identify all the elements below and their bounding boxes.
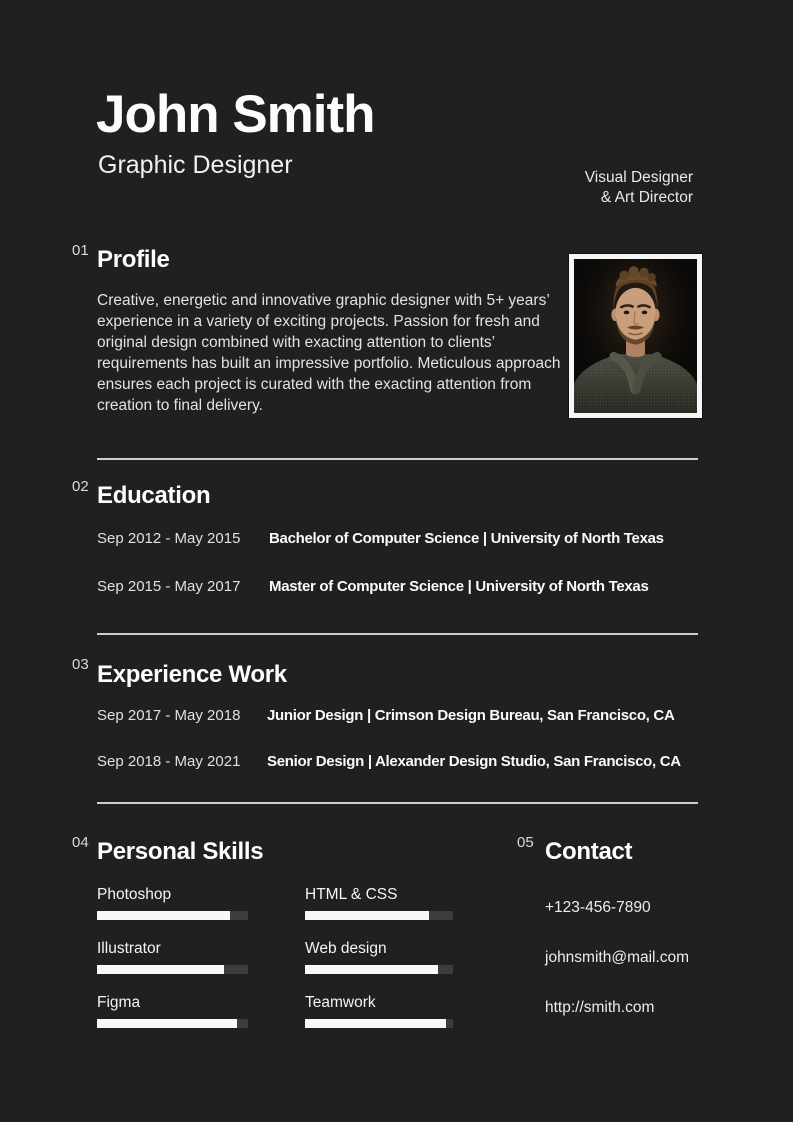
skill-item-web-design — [305, 940, 453, 974]
section-number-skills: 04 — [72, 834, 89, 851]
skill-bar-track — [305, 965, 453, 974]
skill-bar-track — [305, 1019, 453, 1028]
portrait-photo — [569, 254, 702, 418]
experience-row — [97, 753, 681, 770]
tagline — [585, 168, 693, 208]
skill-label: Teamwork — [305, 994, 376, 1011]
tagline-line-1: Visual Designer — [584, 169, 693, 186]
skill-bar-fill — [305, 911, 429, 920]
education-row — [97, 530, 664, 547]
contact-email[interactable]: johnsmith@mail.com — [545, 949, 690, 966]
skill-item-figma — [97, 994, 248, 1028]
skill-bar-fill — [305, 965, 438, 974]
skill-bar-track — [305, 911, 453, 920]
education-dates: Sep 2012 - May 2015 — [97, 530, 241, 547]
section-heading-experience: Experience Work — [97, 661, 287, 688]
person-job-title: Graphic Designer — [98, 151, 293, 179]
skill-bar-track — [97, 965, 248, 974]
skill-bar-fill — [97, 911, 230, 920]
skill-bar-track — [97, 911, 248, 920]
skill-bar-fill — [97, 1019, 237, 1028]
skill-bar-fill — [305, 1019, 446, 1028]
portrait-photo-illustration — [574, 259, 697, 413]
education-row — [97, 578, 648, 595]
profile-summary: Creative, energetic and innovative graphic designer with 5+ years’ experience in a variety of exciting projects. Passion for fresh and original design combined with exacting attention to clients’ requirements has built an impressive portfolio. Meticulous approach ensures each project is curated with the exacting attention from creation to final delivery. — [97, 292, 561, 414]
skill-item-photoshop — [97, 886, 248, 920]
contact-phone[interactable]: +123-456-7890 — [545, 899, 651, 916]
section-number-experience: 03 — [72, 656, 89, 673]
skill-label: HTML & CSS — [305, 886, 398, 903]
tagline-line-2: & Art Director — [600, 189, 693, 206]
skills-grid — [97, 886, 453, 1028]
experience-dates: Sep 2018 - May 2021 — [97, 753, 241, 770]
divider — [97, 458, 698, 460]
divider — [97, 633, 698, 635]
education-description: Master of Computer Science | University of North Texas — [269, 578, 649, 595]
section-heading-education: Education — [97, 482, 211, 509]
skill-bar-track — [97, 1019, 248, 1028]
person-name: John Smith — [96, 85, 375, 144]
contact-list — [545, 899, 689, 1049]
skill-item-html-css — [305, 886, 453, 920]
skill-label: Figma — [97, 994, 141, 1011]
skill-label: Photoshop — [97, 886, 172, 903]
skill-label: Illustrator — [97, 940, 161, 957]
skill-item-illustrator — [97, 940, 248, 974]
section-number-contact: 05 — [517, 834, 534, 851]
experience-description: Senior Design | Alexander Design Studio, San Francisco, CA — [267, 753, 681, 770]
section-heading-profile: Profile — [97, 246, 170, 273]
divider — [97, 802, 698, 804]
section-heading-skills: Personal Skills — [97, 838, 264, 865]
education-dates: Sep 2015 - May 2017 — [97, 578, 241, 595]
section-heading-contact: Contact — [545, 838, 633, 865]
section-number-profile: 01 — [72, 242, 89, 259]
skill-label: Web design — [305, 940, 387, 957]
experience-row — [97, 707, 675, 724]
experience-description: Junior Design | Crimson Design Bureau, San Francisco, CA — [267, 707, 675, 724]
contact-website[interactable]: http://smith.com — [545, 999, 655, 1016]
section-number-education: 02 — [72, 478, 89, 495]
education-description: Bachelor of Computer Science | University of North Texas — [269, 530, 664, 547]
skill-bar-fill — [97, 965, 224, 974]
skill-item-teamwork — [305, 994, 453, 1028]
experience-dates: Sep 2017 - May 2018 — [97, 707, 241, 724]
